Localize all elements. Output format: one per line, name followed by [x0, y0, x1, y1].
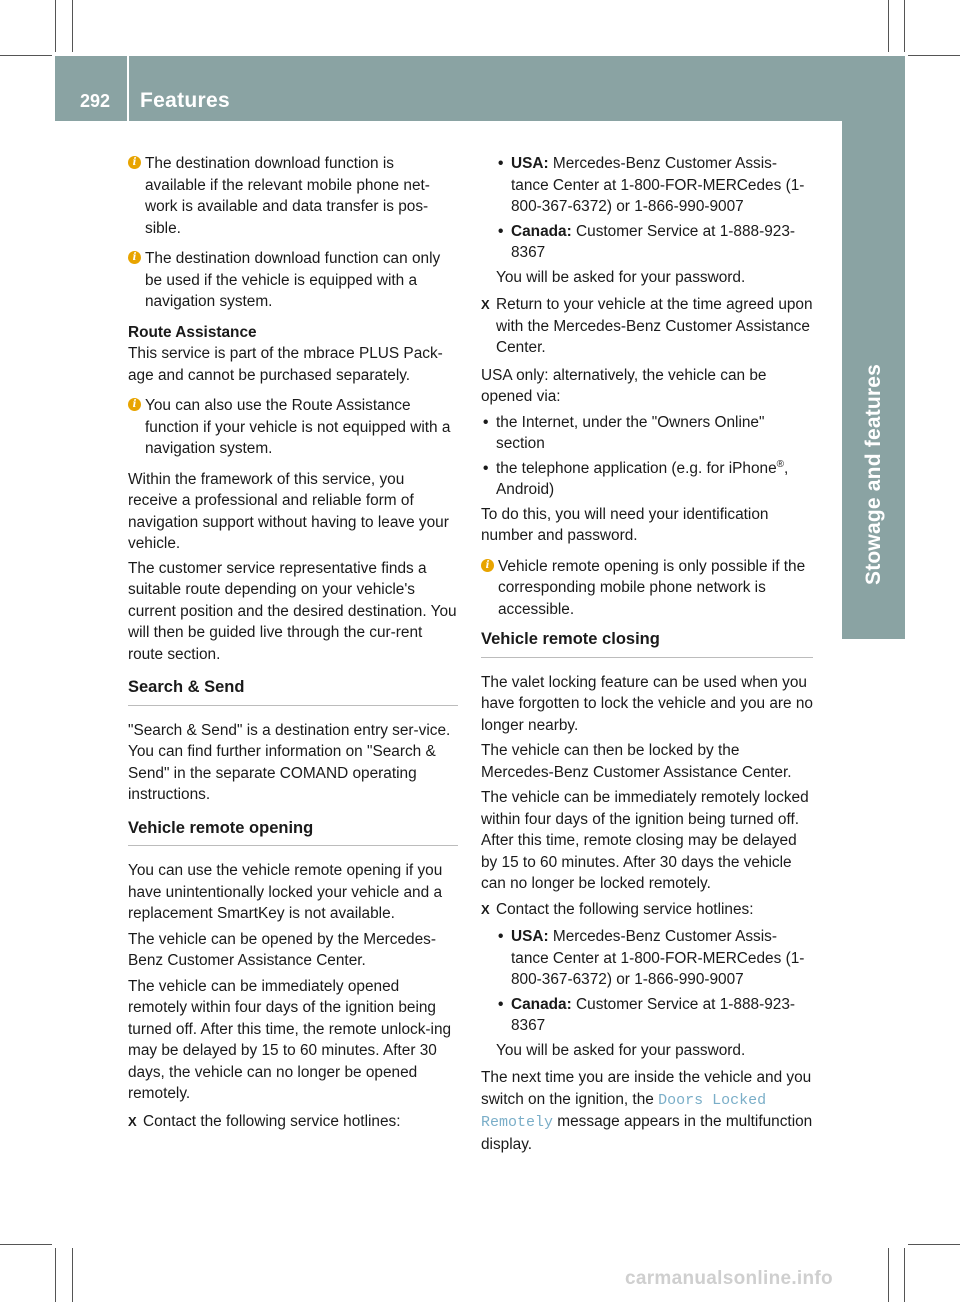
right-column [481, 153, 813, 1164]
crop-mark [888, 0, 889, 52]
paragraph: You can use the vehicle remote opening if you have unintentionally locked your vehicle and a replacement SmartKey is not available. [128, 862, 443, 922]
paragraph: USA only: alternatively, the vehicle can be opened via: [481, 366, 767, 405]
list-item: • Canada: Customer Service at 1-888-923-8367 [496, 221, 813, 264]
crop-mark [0, 1244, 52, 1245]
section-heading-remote-closing: Vehicle remote closing [481, 629, 813, 658]
paragraph: The next time you are inside the vehicle and you switch on the ignition, the Doors Locked Remotely message appears in the multifunction display. [481, 1069, 813, 1153]
crop-mark [908, 55, 960, 56]
paragraph: The vehicle can be immediately opened remotely within four days of the ignition being turned off. After this time, the remote unlock-ing may be delayed by 15 to 60 minutes. After 30 days, the vehicle can no longer be opened remotely. [128, 977, 452, 1102]
chapter-label: Stowage and features [862, 363, 885, 585]
paragraph: The vehicle can be immediately remotely locked within four days of the ignition being turned off. After this time, remote closing may be delayed by 15 to 60 minutes. After 30 days the vehicle can no longer be locked remotely. [481, 789, 809, 892]
section-heading-search-send: Search & Send [128, 677, 458, 706]
paragraph: This service is part of the mbrace PLUS Pack-age and cannot be purchased separately. [128, 345, 443, 384]
page-number: 292 [80, 91, 111, 111]
crop-mark [904, 1248, 905, 1302]
list-item: • the Internet, under the "Owners Online" section [481, 412, 813, 455]
step-item: X Contact the following service hotlines: [128, 1111, 458, 1133]
header-divider [127, 56, 129, 121]
crop-mark [55, 0, 56, 52]
paragraph: The vehicle can be opened by the Mercedes-Benz Customer Assistance Center. [128, 930, 437, 969]
info-icon: i [128, 398, 141, 411]
paragraph: The valet locking feature can be used when you have forgotten to lock the vehicle and you are no longer nearby. [481, 673, 813, 734]
step-marker-icon: X [128, 1113, 137, 1129]
crop-mark [72, 0, 73, 52]
crop-mark [888, 1248, 889, 1302]
info-icon: i [128, 156, 141, 169]
list-item: • the telephone application (e.g. for iPhone®, Android) [481, 458, 813, 501]
paragraph: "Search & Send" is a destination entry ser-vice. You can find further information on "Search & Send" in the separate COMAND operating instructions. [128, 721, 451, 803]
list-item: • Canada: Customer Service at 1-888-923-8367 [496, 994, 813, 1037]
crop-mark [72, 1248, 73, 1302]
paragraph: The customer service representative finds a suitable route depending on your vehicle's current position and the desired destination. You will then be guided live through the cur-rent route section. [128, 559, 457, 663]
step-marker-icon: X [481, 297, 490, 312]
step-item: X Contact the following service hotlines: [481, 899, 813, 921]
info-note: i The destination download function can only be used if the vehicle is equipped with a navigation system. [128, 248, 458, 313]
step-marker-icon: X [481, 901, 490, 917]
left-column [128, 153, 458, 1138]
info-icon: i [128, 251, 141, 264]
crop-mark [0, 55, 52, 56]
paragraph: You will be asked for your password. [496, 268, 746, 286]
display-message: Doors Locked Remotely [481, 1091, 767, 1131]
info-note: i Vehicle remote opening is only possible if the corresponding mobile phone network is accessible. [481, 556, 813, 621]
step-item: X Return to your vehicle at the time agreed upon with the Mercedes-Benz Customer Assistance Center. [481, 296, 813, 356]
paragraph: To do this, you will need your identification number and password. [481, 505, 769, 544]
crop-mark [904, 0, 905, 52]
info-note: i The destination download function is available if the relevant mobile phone net-work is available and data transfer is pos-sible. [128, 153, 458, 239]
paragraph: You will be asked for your password. [496, 1041, 746, 1059]
paragraph: The vehicle can then be locked by the Mercedes-Benz Customer Assistance Center. [481, 742, 792, 781]
page-title: Features [140, 89, 230, 112]
list-item: • USA: Mercedes-Benz Customer Assis-tance Center at 1-800-FOR-MERCedes (1-800-367-6372) or 1-866-990-9007 [496, 153, 813, 218]
section-heading-remote-opening: Vehicle remote opening [128, 818, 458, 847]
info-note: i You can also use the Route Assistance function if your vehicle is not equipped with a navigation system. [128, 395, 458, 460]
section-heading-route-assistance: Route Assistance [128, 323, 257, 341]
list-item: • USA: Mercedes-Benz Customer Assis-tance Center at 1-800-FOR-MERCedes (1-800-367-6372) or 1-866-990-9007 [496, 926, 813, 991]
info-icon: i [481, 559, 494, 572]
paragraph: Within the framework of this service, you receive a professional and reliable form of navigation support without having to leave your vehicle. [128, 470, 449, 552]
crop-mark [908, 1244, 960, 1245]
watermark-text: carmanualsonline.info [625, 1268, 833, 1289]
crop-mark [55, 1248, 56, 1302]
